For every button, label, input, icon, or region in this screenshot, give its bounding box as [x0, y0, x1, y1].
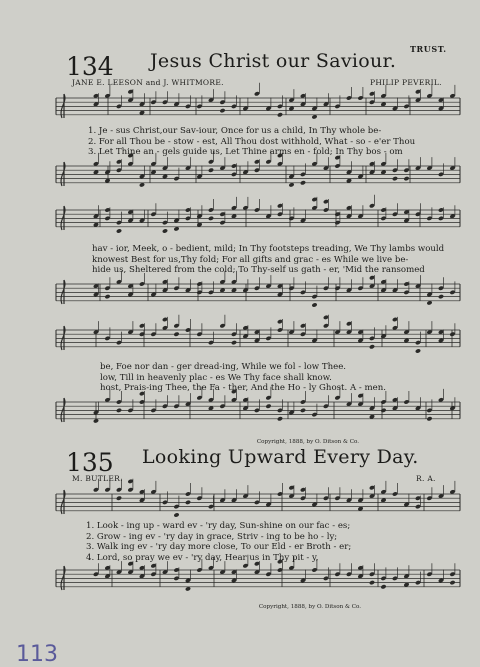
note-head — [173, 332, 179, 337]
note-head — [380, 584, 386, 589]
lyric-line: 1. Look - ing up - ward ev - 'ry day, Sun-shine on our fac - es; — [86, 521, 351, 531]
note-head — [369, 580, 375, 585]
lyric-line: 3. Let Thine an - gels guide us, Let Thine arms en - fold; In Thy bos - om — [88, 147, 403, 158]
tune-name: TRUST. — [410, 44, 447, 54]
note-head — [380, 408, 386, 413]
note-head — [208, 216, 214, 221]
note-head — [438, 294, 444, 299]
note-head — [300, 408, 306, 413]
note-head — [403, 176, 409, 181]
clef-mark — [61, 206, 65, 230]
note-head — [104, 294, 110, 299]
note-head — [277, 112, 283, 117]
words-credit: JANE E. LEESON and J. WHITMORE. — [72, 78, 224, 87]
note-head — [116, 228, 122, 233]
hymn-number: 134 — [66, 52, 114, 81]
words-credit: M. BUTLER. — [72, 474, 123, 483]
clef-mark — [61, 162, 65, 186]
lyric-line: hav - ior, Meek, o - bedient, mild; In Thy footsteps treading, We Thy lambs would — [92, 244, 445, 254]
clef-mark — [61, 398, 65, 422]
copyright-notice: Copyright, 1888, by O. Ditson & Co. — [256, 439, 360, 445]
hymn-title: Jesus Christ our Saviour. — [150, 50, 397, 72]
music-credit: R. A. — [416, 474, 436, 483]
note-head — [449, 580, 455, 585]
note-head — [392, 176, 398, 181]
note-head — [219, 108, 225, 113]
lyric-line: 4. Lord, so pray we ev - 'ry day, Hear us in Thy pit - y, — [86, 552, 319, 563]
lyric-line: knowest Best for us,Thy fold; For all gifts and grac - es While we live be- — [92, 254, 409, 265]
note-head — [369, 344, 375, 349]
lyric-line: 1. Je - sus Christ,our Sav-iour, Once for us a child, In Thy whole be- — [88, 126, 382, 136]
verse-block — [100, 362, 474, 394]
copyright-notice: Copyright, 1888, by O. Ditson & Co. — [258, 604, 362, 610]
lyric-line: low, Till in heavenly plac - es We Thy face shall know. — [100, 372, 332, 383]
note-head — [426, 416, 432, 421]
hymn-title: Looking Upward Every Day. — [142, 446, 419, 468]
verse-block — [88, 126, 462, 158]
note-head — [173, 512, 179, 517]
verse-block — [92, 244, 466, 276]
note-head — [231, 340, 237, 345]
lyric-line: 3. Walk ing ev - 'ry day more close, To our Eld - er Broth - er; — [86, 542, 352, 553]
lyric-line: 2. For all Thou be - stow - est, All Thou dost withhold, What - so - e'er Thou — [88, 136, 416, 147]
note-head — [208, 168, 214, 173]
note-head — [116, 496, 122, 501]
note-head — [415, 348, 421, 353]
note-head — [116, 408, 122, 413]
hymn-number: 135 — [66, 448, 114, 477]
verse-block — [86, 521, 460, 563]
note-head — [277, 416, 283, 421]
lyric-line: 2. Grow - ing ev - 'ry day in grace, Striv - ing to be ho - ly; — [86, 531, 338, 542]
lyric-line: be, Foe nor dan - ger dread-ing, While we fol - low Thee. — [100, 362, 347, 372]
clef-mark — [61, 326, 65, 350]
note-head — [311, 302, 317, 307]
note-head — [162, 228, 168, 233]
lyric-line: host, Prais-ing Thee, the Fa - ther, And the Ho - ly Ghost. A - men. — [100, 383, 387, 394]
clef-mark — [61, 566, 65, 590]
page-number: 113 — [16, 642, 58, 667]
note-head — [185, 500, 191, 505]
music-credit: PHILIP PEVERIL. — [370, 78, 442, 87]
lyric-line: hide us, Sheltered from the cold; To Thy-self us gath - er, 'Mid the ransomed — [92, 265, 425, 276]
clef-mark — [61, 280, 65, 304]
clef-mark — [61, 490, 65, 514]
note-head — [300, 180, 306, 185]
note-head — [265, 404, 271, 409]
clef-mark — [61, 94, 65, 118]
